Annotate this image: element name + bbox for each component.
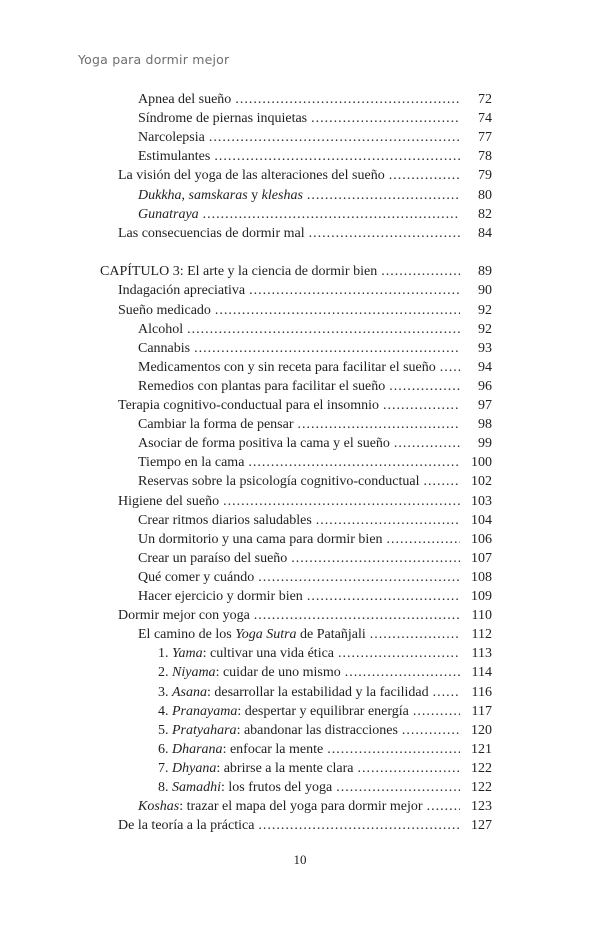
toc-entry-title-text: Apnea del sueño [138, 92, 232, 107]
toc-entry [138, 186, 492, 205]
toc-entry [158, 683, 492, 702]
toc-entry [138, 339, 492, 358]
toc-entry-title-text: Medicamentos con y sin receta para facilitar el sueño [138, 359, 436, 375]
toc-entry-page: 80 [478, 187, 492, 203]
toc-entry-page: 116 [471, 684, 492, 700]
toc-dot-leader [440, 358, 460, 377]
toc-entry-page: 123 [471, 799, 492, 815]
toc-entry-title-text: 3. [158, 684, 172, 700]
toc-entry [138, 587, 492, 606]
toc-entry-title-italic: Pranayama [172, 703, 238, 719]
toc-entry-title-text: Crear un paraíso del sueño [138, 550, 288, 566]
toc-dot-leader [209, 128, 460, 147]
toc-entry [118, 224, 492, 243]
toc-entry-title-italic: Dukkha [138, 187, 182, 203]
toc-entry-title-text: Indagación apreciativa [118, 283, 246, 299]
toc-entry-title-text: Asociar de forma positiva la cama y el sueño [138, 436, 390, 452]
toc-dot-leader [336, 778, 460, 797]
toc-entry [138, 147, 492, 166]
toc-dot-leader [402, 721, 460, 740]
toc-entry [138, 568, 492, 587]
toc-dot-leader [258, 568, 460, 587]
toc-entry-title-text: Cambiar la forma de pensar [138, 417, 294, 433]
toc-entry-title-text: : abrirse a la mente clara [216, 760, 354, 776]
toc-entry-title-text: 5. [158, 722, 172, 738]
toc-entry-title-text: Qué comer y cuándo [138, 569, 255, 585]
toc-entry [138, 90, 492, 109]
toc-entry-page: 78 [478, 149, 492, 165]
toc-entry [118, 816, 492, 835]
toc-dot-leader [203, 205, 460, 224]
toc-entry-title [138, 415, 294, 434]
toc-dot-leader [389, 166, 460, 185]
toc-entry-title-italic: Dharana [172, 741, 223, 757]
toc-entry-title [100, 262, 377, 281]
toc-entry-title-text: El camino de los [138, 627, 236, 643]
toc-entry [158, 702, 492, 721]
toc-entry-page: 74 [478, 111, 492, 127]
toc-entry-title-text: Sueño medicado [118, 302, 211, 318]
toc-entry-page: 108 [471, 569, 492, 585]
toc-entry [118, 396, 492, 415]
toc-entry [138, 625, 492, 644]
toc-entry-title-text: : abandonar las distracciones [236, 722, 398, 738]
toc-entry-title [118, 301, 211, 320]
toc-entry [138, 377, 492, 396]
toc-entry-title [118, 606, 250, 625]
toc-dot-leader [309, 224, 460, 243]
toc-entry-title-text: de Patañjali [296, 627, 366, 643]
toc-entry-page: 97 [478, 398, 492, 413]
toc-dot-leader [223, 492, 460, 511]
toc-entry-title-text: Crear ritmos diarios saludables [138, 512, 312, 528]
toc-entry-title-italic: Yama [172, 646, 203, 662]
toc-entry-title-text: Un dormitorio y una cama para dormir bien [138, 531, 383, 547]
toc-dot-leader [433, 683, 460, 702]
toc-dot-leader [187, 320, 460, 339]
toc-entry [138, 434, 492, 453]
toc-entry-title-text: Estimulantes [138, 149, 211, 165]
toc-entry-title-italic: Niyama [172, 665, 216, 681]
toc-entry-title [158, 778, 332, 797]
toc-entry-title-text: : enfocar la mente [222, 741, 324, 757]
toc-entry [138, 415, 492, 434]
toc-entry [138, 358, 492, 377]
toc-entry-title [138, 339, 190, 358]
toc-entry-page: 92 [478, 302, 492, 318]
toc-entry-page: 89 [478, 264, 492, 280]
toc-entry-title [138, 587, 303, 606]
toc-dot-leader [358, 759, 460, 778]
toc-entry-title-italic: Koshas [138, 799, 180, 815]
toc-entry [118, 492, 492, 511]
toc-entry [158, 663, 492, 682]
toc-entry-title [118, 816, 254, 835]
toc-dot-leader [215, 301, 460, 320]
toc-entry-page: 113 [471, 646, 492, 662]
toc-dot-leader [427, 797, 460, 816]
toc-entry-title-text: Dormir mejor con yoga [118, 608, 250, 624]
toc-entry-page: 117 [471, 703, 492, 719]
toc-entry-page: 93 [478, 340, 492, 356]
toc-entry-title [138, 147, 210, 166]
toc-entry-page: 102 [471, 474, 492, 490]
toc-entry-page: 100 [471, 455, 492, 471]
toc-entry [118, 166, 492, 185]
toc-entry [158, 759, 492, 778]
toc-dot-leader [338, 644, 460, 663]
toc-entry-title [138, 625, 366, 644]
toc-entry-page: 94 [478, 359, 492, 375]
toc-entry-title-text: Narcolepsia [138, 130, 205, 146]
toc-entry-title-text: CAPÍTULO 3: El arte y la ciencia de dormir bien [100, 264, 378, 280]
toc-entry-title-text: De la teoría a la práctica [118, 818, 255, 834]
toc-entry [138, 453, 492, 472]
toc-dot-leader [258, 816, 460, 835]
toc-entry-title-text: Terapia cognitivo-conductual para el insomnio [118, 398, 380, 413]
toc-entry-title [158, 663, 341, 682]
toc-entry-title [138, 186, 303, 205]
toc-entry-page: 96 [478, 378, 492, 394]
toc-entry-page: 77 [478, 130, 492, 146]
toc-entry-title-text: 4. [158, 703, 172, 719]
toc-entry-title [138, 453, 244, 472]
toc-entry-page: 98 [478, 417, 492, 433]
toc-entry-title-text: : despertar y equilibrar energía [237, 703, 409, 719]
toc-entry-page: 107 [471, 550, 492, 566]
toc-entry-title-text: Cannabis [138, 340, 191, 356]
toc-entry-title [158, 644, 334, 663]
toc-dot-leader [381, 262, 460, 281]
toc-entry [118, 606, 492, 625]
toc-entry [138, 205, 492, 224]
toc-entry-title-text: 6. [158, 741, 172, 757]
toc-entry-title-text: 1. [158, 646, 172, 662]
toc-entry-title-text: Reservas sobre la psicología cognitivo-conductual [138, 474, 420, 490]
toc-dot-leader [394, 434, 460, 453]
toc-dot-leader [307, 186, 460, 205]
toc-entry-title-text: : cuidar de uno mismo [215, 665, 341, 681]
toc-entry-page: 72 [478, 92, 492, 107]
toc-entry-title [138, 358, 436, 377]
toc-entry-title [138, 377, 385, 396]
toc-entry-title-italic: Pratyahara [172, 722, 237, 738]
toc-entry-page: 127 [471, 818, 492, 834]
toc-entry-title [158, 740, 323, 759]
toc-entry-title [138, 320, 183, 339]
toc-entry-title [138, 205, 199, 224]
toc-entry-title [118, 166, 385, 185]
toc-entry-title-italic: kleshas [261, 187, 303, 203]
toc-dot-leader [254, 606, 460, 625]
toc-entry-title-text: y [247, 187, 262, 203]
toc-entry-title-text: , [181, 187, 189, 203]
toc-entry-page: 120 [471, 722, 492, 738]
toc-dot-leader [327, 740, 460, 759]
toc-entry-page: 92 [478, 321, 492, 337]
toc-entry [138, 472, 492, 491]
toc-dot-leader [389, 377, 460, 396]
toc-entry-title-text: : desarrollar la estabilidad y la facilidad [207, 684, 429, 700]
toc-entry-title [138, 128, 205, 147]
toc-entry [138, 530, 492, 549]
toc-dot-leader [307, 587, 460, 606]
toc-entry-page: 106 [471, 531, 492, 547]
toc-entry [100, 262, 492, 281]
toc-entry [138, 128, 492, 147]
toc-dot-leader [249, 281, 460, 300]
toc-entry-title [118, 224, 305, 243]
toc-entry-title-text: Síndrome de piernas inquietas [138, 111, 308, 127]
toc-entry-page: 82 [478, 206, 492, 222]
toc-dot-leader [316, 511, 460, 530]
toc-entry-title [158, 721, 398, 740]
toc-entry-title [138, 90, 231, 109]
page-number: 10 [293, 852, 307, 867]
toc-entry-title [158, 702, 409, 721]
toc-entry-page: 122 [471, 780, 492, 795]
toc-entry-title-italic: Yoga Sutra [235, 627, 297, 643]
toc-entry-title [158, 683, 429, 702]
toc-entry-title-italic: Samadhi [172, 780, 221, 795]
toc-entry-title [118, 492, 219, 511]
toc-entry [138, 511, 492, 530]
toc-dot-leader [291, 549, 460, 568]
toc-entry-page: 122 [471, 760, 492, 776]
toc-dot-leader [345, 663, 460, 682]
toc-entry-title-text: 2. [158, 665, 172, 681]
toc-dot-leader [214, 147, 460, 166]
toc-entry [158, 721, 492, 740]
toc-dot-leader [311, 109, 460, 128]
toc-entry [138, 797, 492, 816]
toc-entry-page: 110 [471, 608, 492, 624]
toc-entry-page: 84 [478, 225, 492, 241]
toc-entry-title-text: La visión del yoga de las alteraciones del sueño [118, 168, 385, 184]
toc-entry [138, 549, 492, 568]
toc-entry-title-italic: Dhyana [172, 760, 217, 776]
toc-entry-title-text: Las consecuencias de dormir mal [118, 225, 305, 241]
toc-entry [158, 778, 492, 797]
toc-entry-title-text: : cultivar una vida ética [202, 646, 335, 662]
toc-dot-leader [248, 453, 460, 472]
toc-entry-page: 121 [471, 741, 492, 757]
toc-entry [118, 281, 492, 300]
toc-dot-leader [383, 396, 460, 415]
toc-entry-title-italic: Asana [172, 684, 207, 700]
toc-dot-leader [194, 339, 460, 358]
toc-entry [138, 109, 492, 128]
toc-dot-leader [370, 625, 460, 644]
toc-entry-title [118, 281, 245, 300]
toc-entry-title [138, 568, 254, 587]
toc-entry-title-text: : los frutos del yoga [221, 780, 333, 795]
toc-entry-page: 112 [471, 627, 492, 643]
toc-entry [158, 644, 492, 663]
toc-entry-title-text: Alcohol [138, 321, 184, 337]
toc-entry-title [138, 511, 312, 530]
toc-entry-page: 99 [478, 436, 492, 452]
toc-dot-leader [423, 472, 460, 491]
toc-dot-leader [387, 530, 460, 549]
toc-entry-page: 114 [471, 665, 492, 681]
toc-entry-title [118, 396, 379, 415]
toc-entry-title [138, 434, 390, 453]
toc-entry-title-text: Tiempo en la cama [138, 455, 245, 471]
toc-entry [118, 301, 492, 320]
toc-entry [158, 740, 492, 759]
toc-entry-page: 104 [471, 512, 492, 528]
toc-entry-page: 109 [471, 589, 492, 604]
toc-entry-title-text: : trazar el mapa del yoga para dormir mejor [179, 799, 423, 815]
toc-entry-title [138, 109, 307, 128]
toc-entry-title-text: 7. [158, 760, 172, 776]
toc-entry-page: 90 [478, 283, 492, 299]
toc-entry-title-text: Hacer ejercicio y dormir bien [138, 589, 303, 604]
toc-entry-title [138, 472, 419, 491]
running-head: Yoga para dormir mejor [78, 52, 230, 67]
toc-entry-title-italic: samskaras [188, 187, 248, 203]
toc-entry [138, 320, 492, 339]
toc-entry-title [138, 549, 287, 568]
toc-entry-title-text: 8. [158, 780, 172, 795]
toc-entry-page: 79 [478, 168, 492, 184]
toc-entry-page: 103 [471, 493, 492, 509]
toc-dot-leader [413, 702, 460, 721]
toc-entry-title [158, 759, 354, 778]
toc-entry-title [138, 797, 423, 816]
toc-dot-leader [235, 90, 460, 109]
toc-entry-title-text: Higiene del sueño [118, 493, 220, 509]
toc-entry-title [138, 530, 383, 549]
toc-dot-leader [298, 415, 461, 434]
toc-entry-title-text: Remedios con plantas para facilitar el sueño [138, 378, 386, 394]
toc-entry-title-italic: Gunatraya [138, 206, 199, 222]
